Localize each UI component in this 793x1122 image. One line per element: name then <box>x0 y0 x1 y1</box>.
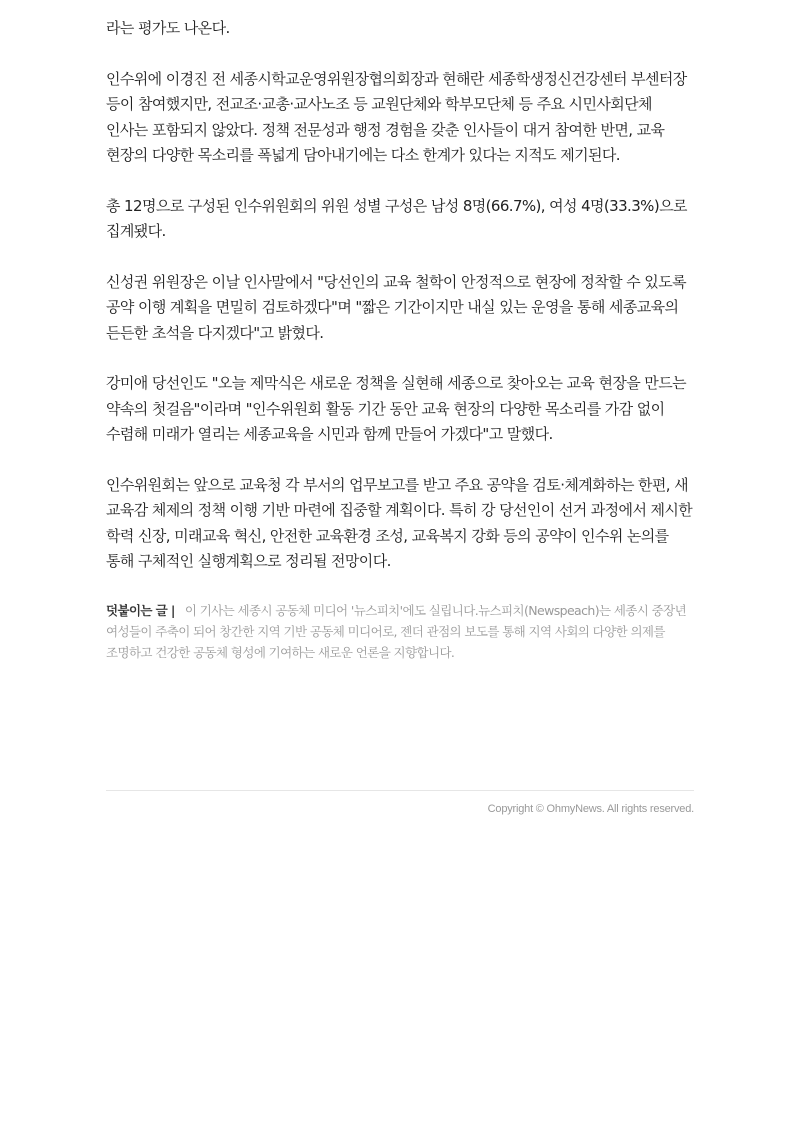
article-paragraph: 라는 평가도 나온다. <box>106 19 230 37</box>
article-body <box>106 16 694 663</box>
article-paragraph: 인수위원회는 앞으로 교육청 각 부서의 업무보고를 받고 주요 공약을 검토·체계화하는 한편, 새 교육감 체제의 정책 이행 기반 마련에 집중할 계획이다. 특히 강 당선인이 선거 과정에서 제시한 학력 신장, 미래교육 혁신, 안전한 교육환경 조성, 교육복지 강화 등의 공약이 인수위 논의를 통해 구체적인 실행계획으로 정리될 전망이다. <box>106 475 693 570</box>
article-paragraph: 신성권 위원장은 이날 인사말에서 "당선인의 교육 철학이 안정적으로 현장에 정착할 수 있도록 공약 이행 계획을 면밀히 검토하겠다"며 "짧은 기간이지만 내실 있는 운영을 통해 세종교육의 든든한 초석을 다지겠다"고 밝혔다. <box>106 272 686 342</box>
copyright-text: Copyright © OhmyNews. All rights reserved. <box>487 803 694 815</box>
article-paragraph: 총 12명으로 구성된 인수위원회의 위원 성별 구성은 남성 8명(66.7%), 여성 4명(33.3%)으로 집계됐다. <box>106 196 687 240</box>
additional-note <box>106 600 694 663</box>
article-paragraph: 강미애 당선인도 "오늘 제막식은 새로운 정책을 실현해 세종으로 찾아오는 교육 현장을 만드는 약속의 첫걸음"이라며 "인수위원회 활동 기간 동안 교육 현장의 다양한 목소리를 가감 없이 수렴해 미래가 열리는 세종교육을 시민과 함께 만들어 가겠다"고 말했다. <box>106 374 686 443</box>
additional-note-text: 이 기사는 세종시 공동체 미디어 '뉴스피치'에도 실립니다.뉴스피치(Newspeach)는 세종시 중장년 여성들이 주축이 되어 창간한 지역 기반 공동체 미디어로, 젠더 관점의 보도를 통해 지역 사회의 다양한 의제를 조명하고 건강한 공동체 형성에 기여하는 새로운 언론을 지향합니다. <box>106 602 687 660</box>
footer-divider <box>106 790 694 791</box>
article-paragraph: 인수위에 이경진 전 세종시학교운영위원장협의회장과 현해란 세종학생정신건강센터 부센터장 등이 참여했지만, 전교조·교총·교사노조 등 교원단체와 학부모단체 등 주요 시민사회단체 인사는 포함되지 않았다. 정책 전문성과 행정 경험을 갖춘 인사들이 대거 참여한 반면, 교육 현장의 다양한 목소리를 폭넓게 담아내기에는 다소 한계가 있다는 지적도 제기된다. <box>106 69 687 164</box>
additional-note-label: 덧붙이는 글 | <box>106 602 175 618</box>
